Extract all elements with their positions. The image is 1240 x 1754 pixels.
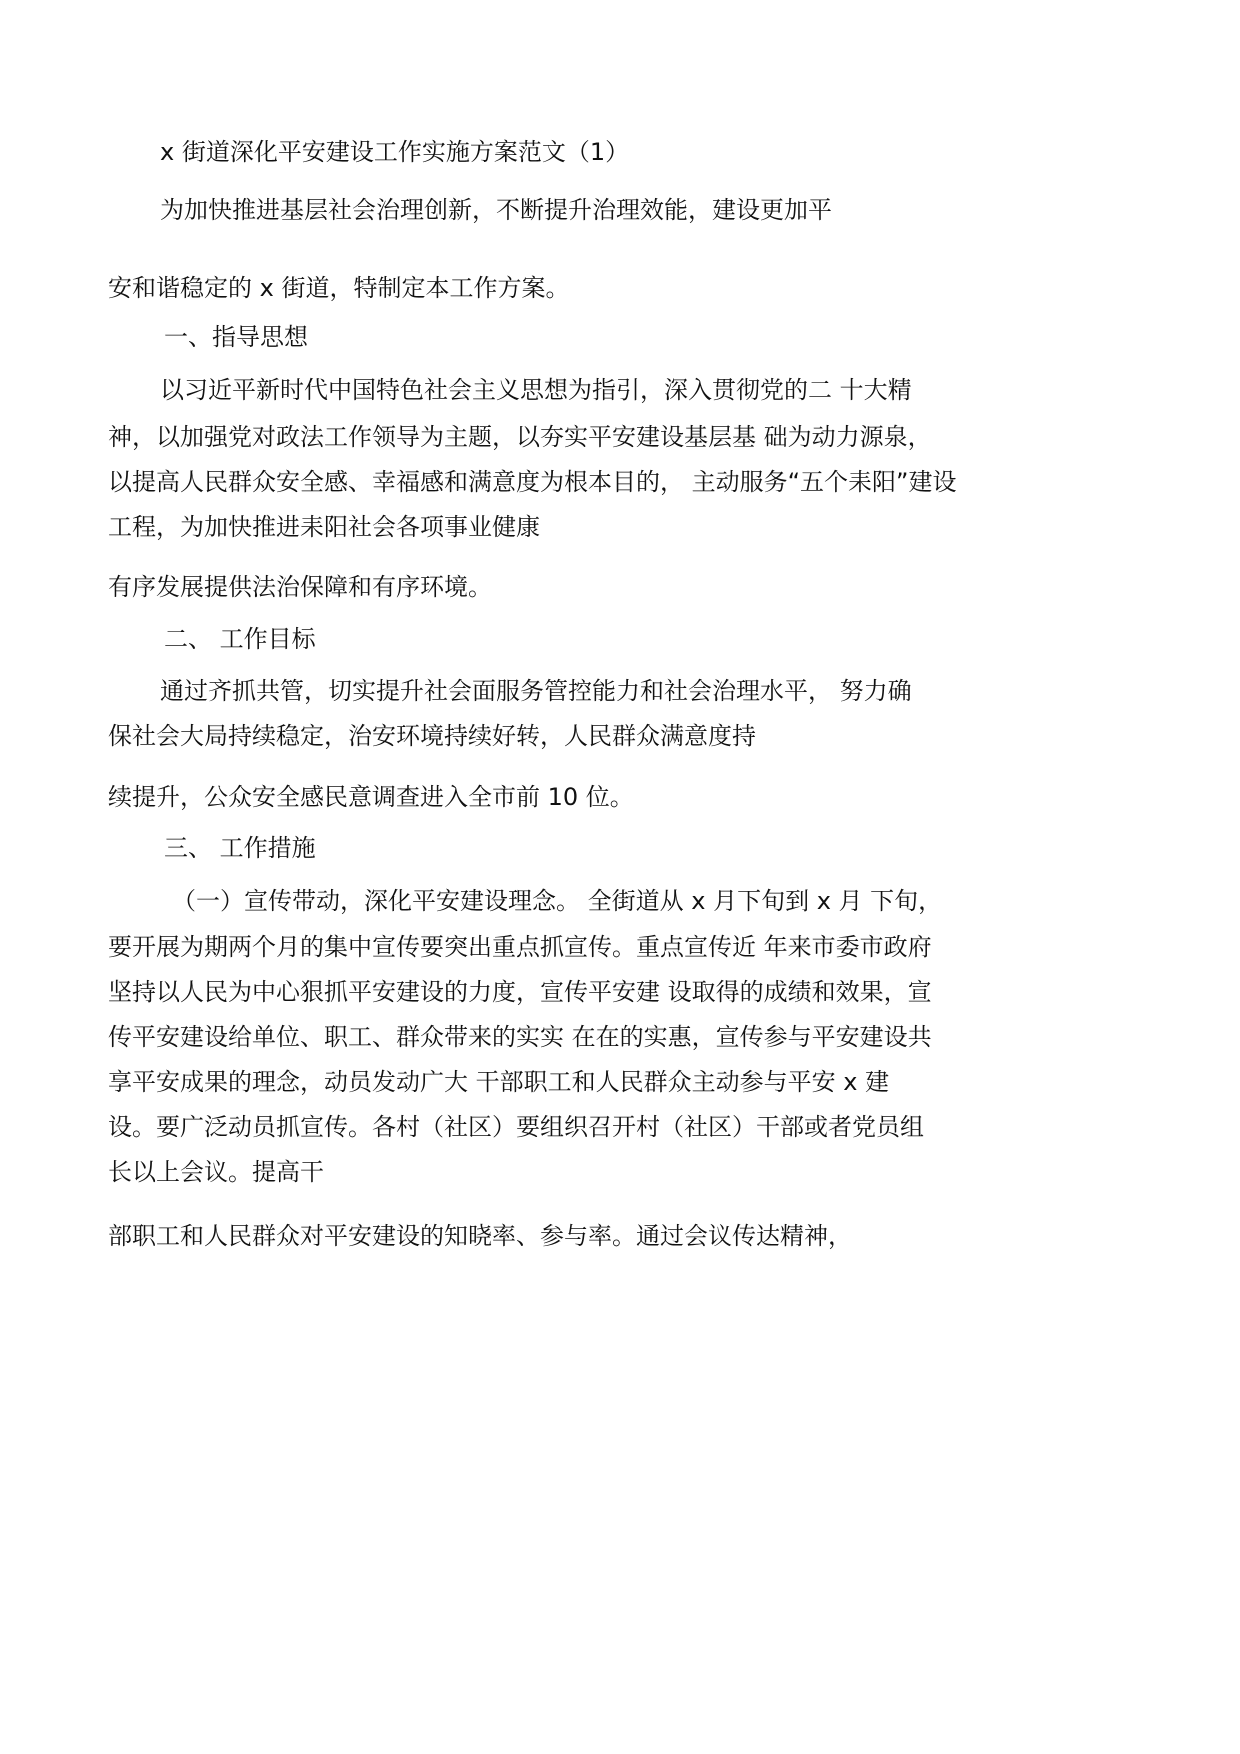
paragraph-line: 长以上会议。提高干 xyxy=(108,1158,324,1186)
paragraph-line: （一）宣传带动，深化平安建设理念。 全街道从 x 月下旬到 x 月 下旬， xyxy=(172,887,943,915)
paragraph-line: 部职工和人民群众对平安建设的知晓率、参与率。通过会议传达精神， xyxy=(108,1222,852,1250)
paragraph-line: 神，以加强党对政法工作领导为主题，以夯实平安建设基层基 础为动力源泉， xyxy=(108,423,932,451)
paragraph-line: 要开展为期两个月的集中宣传要突出重点抓宣传。重点宣传近 年来市委市政府 xyxy=(108,933,932,961)
paragraph-line: 工程，为加快推进耒阳社会各项事业健康 xyxy=(108,513,540,541)
paragraph-line: 坚持以人民为中心狠抓平安建设的力度，宣传平安建 设取得的成绩和效果，宣 xyxy=(108,978,932,1006)
section-heading: 二、 工作目标 xyxy=(164,625,316,653)
paragraph-line: 设。要广泛动员抓宣传。各村（社区）要组织召开村（社区）干部或者党员组 xyxy=(108,1113,924,1141)
paragraph-line: 为加快推进基层社会治理创新，不断提升治理效能，建设更加平 xyxy=(160,196,832,224)
paragraph-line: 以提高人民群众安全感、幸福感和满意度为根本目的， 主动服务“五个耒阳”建设 xyxy=(108,468,957,496)
paragraph-line: 续提升，公众安全感民意调查进入全市前 10 位。 xyxy=(108,783,634,811)
paragraph-line: 保社会大局持续稳定，治安环境持续好转，人民群众满意度持 xyxy=(108,722,756,750)
document-title: x 街道深化平安建设工作实施方案范文（1） xyxy=(160,138,630,166)
paragraph-line: 通过齐抓共管，切实提升社会面服务管控能力和社会治理水平， 努力确 xyxy=(160,677,912,705)
section-heading: 一、指导思想 xyxy=(164,323,308,351)
paragraph-line: 传平安建设给单位、职工、群众带来的实实 在在的实惠，宣传参与平安建设共 xyxy=(108,1023,932,1051)
section-heading: 三、 工作措施 xyxy=(164,834,316,862)
paragraph-line: 安和谐稳定的 x 街道，特制定本工作方案。 xyxy=(108,274,570,302)
paragraph-line: 享平安成果的理念，动员发动广大 干部职工和人民群众主动参与平安 x 建 xyxy=(108,1068,890,1096)
paragraph-line: 以习近平新时代中国特色社会主义思想为指引，深入贯彻党的二 十大精 xyxy=(160,376,912,404)
paragraph-line: 有序发展提供法治保障和有序环境。 xyxy=(108,573,492,601)
